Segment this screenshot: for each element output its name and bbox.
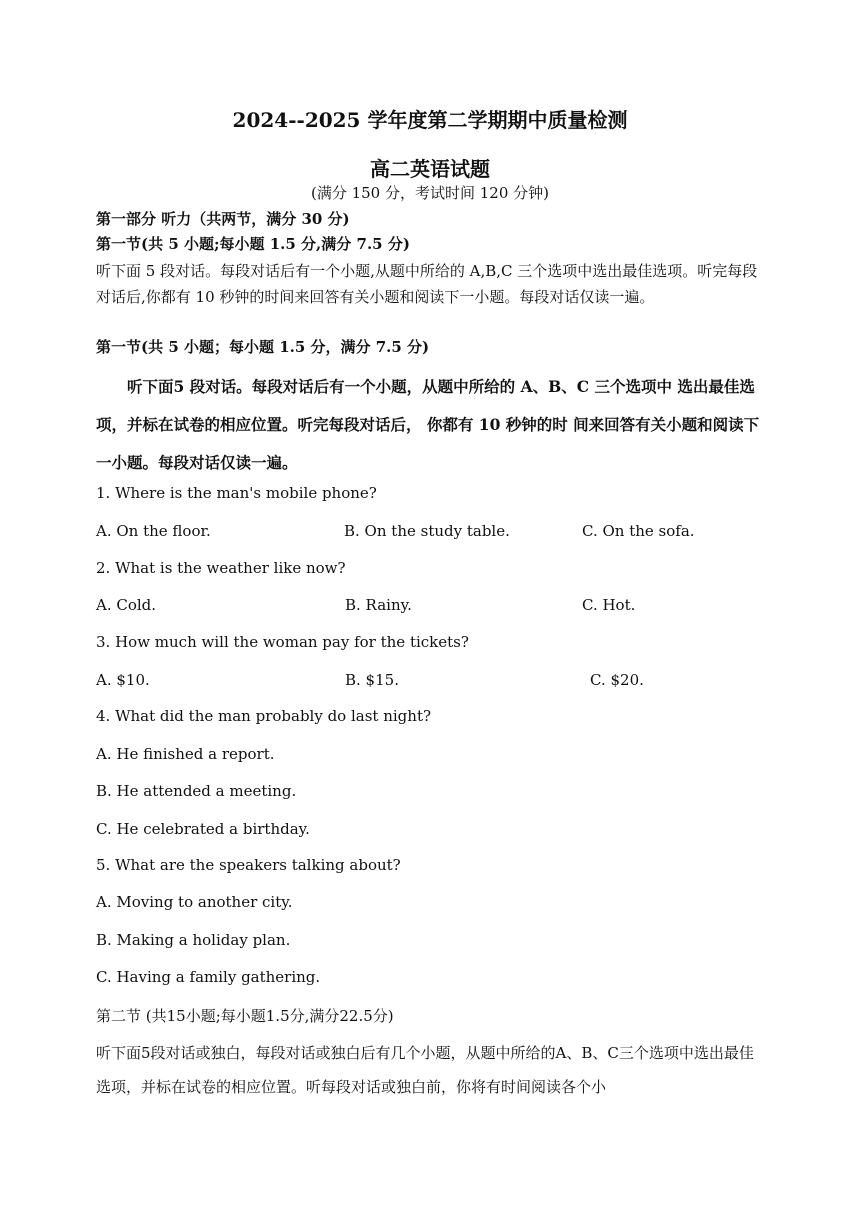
exam-title: 2024--2025 学年度第二学期期中质量检测 [232,108,628,132]
question-option: A. On the floor. [96,522,211,540]
part1-heading: 第一部分 听力（共两节，满分 30 分) [96,210,350,228]
question-option: C. On the sofa. [582,522,695,540]
question-option: B. Making a holiday plan. [96,931,291,949]
exam-subtitle: 高二英语试题 [370,157,490,181]
question-stem: 4. What did the man probably do last night? [96,707,432,725]
question-option: A. Moving to another city. [96,893,293,911]
question-option: C. $20. [590,671,644,689]
question-option: B. He attended a meeting. [96,782,297,800]
section1-instructions-b: 听下面5 段对话。每段对话后有一个小题，从题中所给的 A、B、C 三个选项中 选出最佳选项，并标在试卷的相应位置。听完每段对话后， 你都有 10 秒钟的时 间来回答有关小题和阅读下一小题。每段对话仅读一遍。 [96,377,760,472]
question-option: B. On the study table. [344,522,510,540]
question-option: C. Having a family gathering. [96,968,321,986]
question-stem: 3. How much will the woman pay for the tickets? [96,633,469,651]
question-option: B. Rainy. [345,596,412,614]
section2-heading: 第二节 (共15小题;每小题1.5分,满分22.5分) [96,1007,394,1025]
exam-note: (满分 150 分，考试时间 120 分钟) [310,184,550,202]
question-option: C. He celebrated a birthday. [96,820,310,838]
question-stem: 2. What is the weather like now? [96,559,346,577]
question-stem: 1. Where is the man's mobile phone? [96,484,377,502]
section1-instructions-a: 听下面 5 段对话。每段对话后有一个小题,从题中所给的 A,B,C 三个选项中选出最佳选项。听完每段对话后,你都有 10 秒钟的时间来回答有关小题和阅读下一小题。每段对话仅读一遍。 [96,262,758,306]
question-option: C. Hot. [582,596,636,614]
question-option: A. He finished a report. [96,745,275,763]
section2-instructions: 听下面5段对话或独白，每段对话或独白后有几个小题，从题中所给的A、B、C三个选项中选出最佳选项，并标在试卷的相应位置。听每段对话或独白前，你将有时间阅读各个小 [96,1044,754,1096]
question-option: B. $15. [345,671,399,689]
question-stem: 5. What are the speakers talking about? [96,856,401,874]
section1-heading-b: 第一节(共 5 小题；每小题 1.5 分，满分 7.5 分) [96,338,430,356]
section1-heading-a: 第一节(共 5 小题;每小题 1.5 分,满分 7.5 分) [96,235,410,253]
question-option: A. Cold. [96,596,157,614]
question-option: A. $10. [96,671,150,689]
